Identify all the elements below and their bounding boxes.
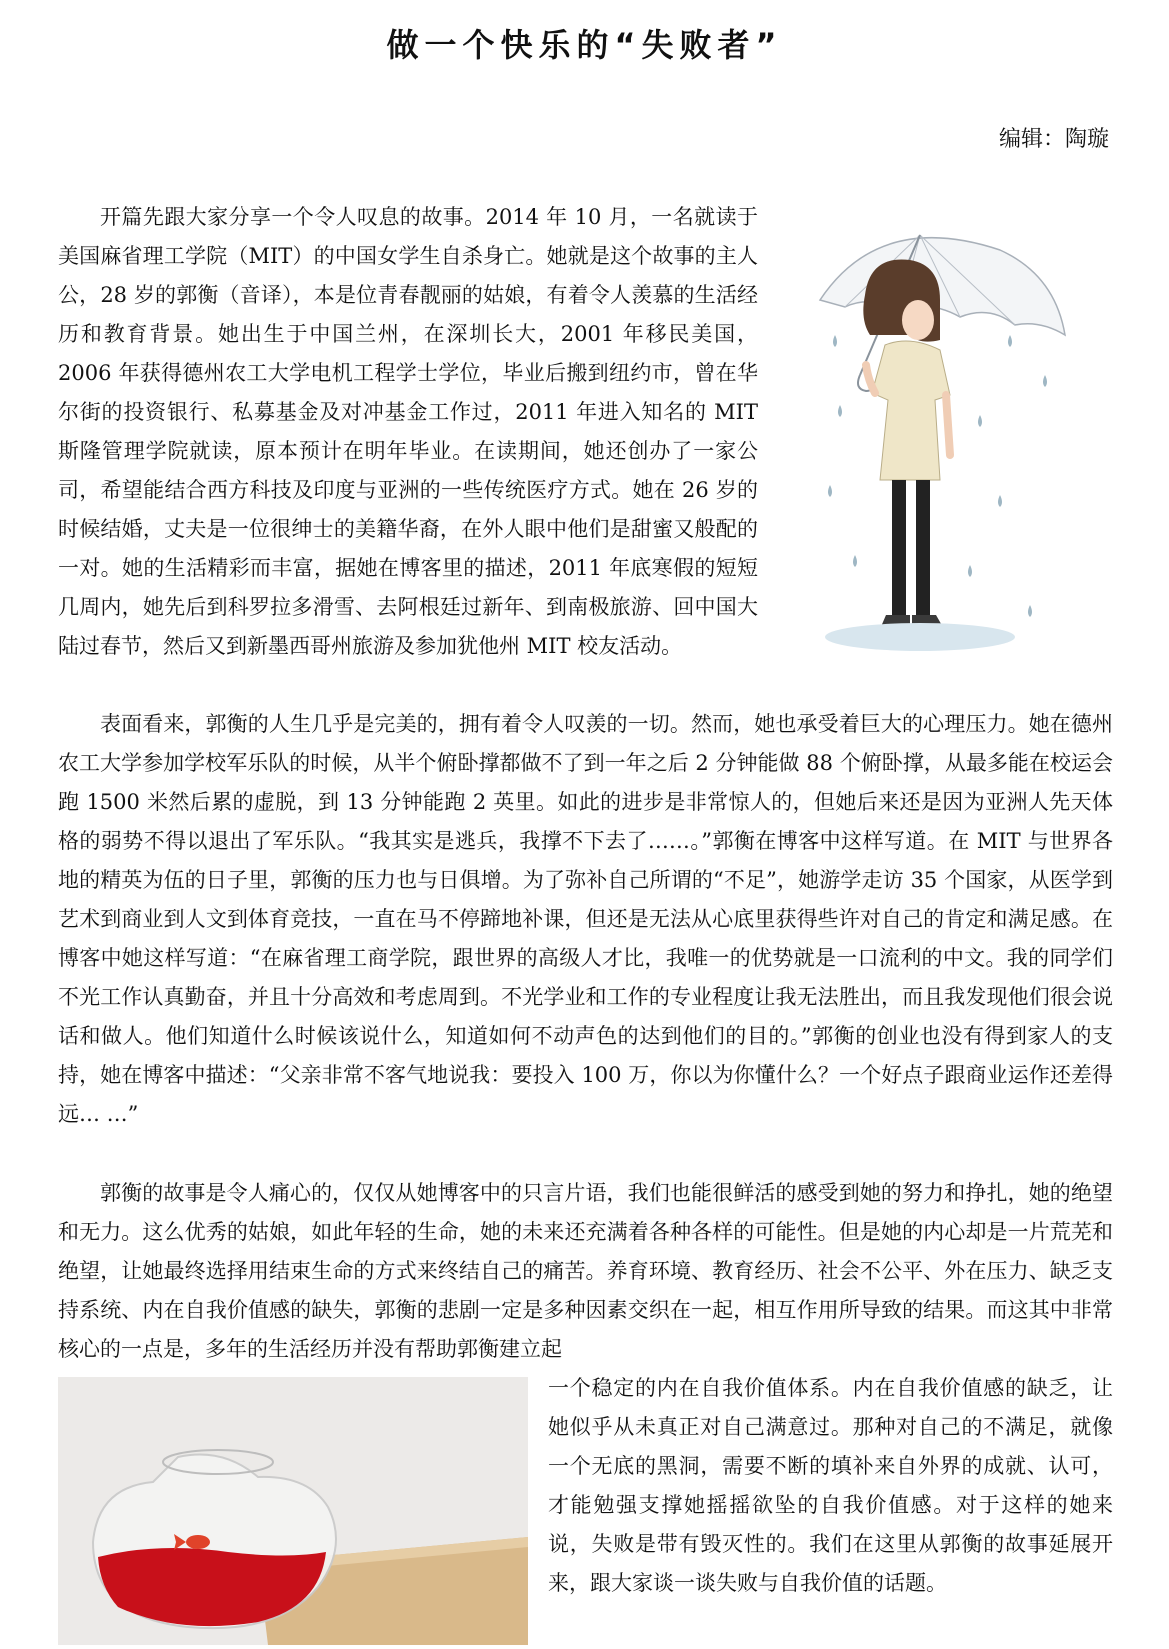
article-paragraph-2 [58, 705, 1113, 1134]
puddle [825, 623, 1015, 651]
girl-dress [872, 341, 950, 480]
girl-with-umbrella-illustration [800, 225, 1100, 685]
article-paragraph-1 [58, 198, 758, 666]
paragraph-text: 表面看来，郭衡的人生几乎是完美的，拥有着令人叹羡的一切。然而，她也承受着巨大的心理压力。她在德州农工大学参加学校军乐队的时候，从半个俯卧撑都做不了到一年之后 2 分钟能做 88 个俯卧撑，从最多能在校运会跑 1500 米然后累的虚脱，到 13 分钟能跑 2 英里。如此的进步是非常惊人的，但她后来还是因为亚洲人先天体格的弱势不得以退出了军乐队。“我其实是逃兵，我撑不下去了……。”郭衡在博客中这样写道。在 MIT 与世界各地的精英为伍的日子里，郭衡的压力也与日俱增。为了弥补自己所谓的“不足”，她游学走访 35 个国家，从医学到艺术到商业到人文到体育竞技，一直在马不停蹄地补课，但还是无法从心底里获得些许对自己的肯定和满足感。在博客中她这样写道：“在麻省理工商学院，跟世界的高级人才比，我唯一的优势就是一口流利的中文。我的同学们不光工作认真勤奋，并且十分高效和考虑周到。不光学业和工作的专业程度让我无法胜出，而且我发现他们很会说话和做人。他们知道什么时候该说什么，知道如何不动声色的达到他们的目的。”郭衡的创业也没有得到家人的支持，她在博客中描述：“父亲非常不客气地说我：要投入 100 万，你以为你懂什么？一个好点子跟商业运作还差得远… …” [58, 712, 1113, 1126]
fishbowl-photo [58, 1377, 528, 1645]
editor-credit: 编辑：陶璇 [998, 127, 1109, 152]
page-title: 做一个快乐的“失败者” [386, 26, 783, 64]
article-paragraph-3-continued [548, 1369, 1113, 1603]
article-paragraph-3 [58, 1174, 1113, 1369]
paragraph-text: 开篇先跟大家分享一个令人叹息的故事。2014 年 10 月，一名就读于美国麻省理工学院（MIT）的中国女学生自杀身亡。她就是这个故事的主人公，28 岁的郭衡（音译），本是位青春靓丽的姑娘，有着令人羡慕的生活经历和教育背景。她出生于中国兰州，在深圳长大，2001 年移民美国，2006 年获得德州农工大学电机工程学士学位，毕业后搬到纽约市，曾在华尔街的投资银行、私募基金及对冲基金工作过，2011 年进入知名的 MIT 斯隆管理学院就读，原本预计在明年毕业。在读期间，她还创办了一家公司，希望能结合西方科技及印度与亚洲的一些传统医疗方式。她在 26 岁的时候结婚，丈夫是一位很绅士的美籍华裔，在外人眼中他们是甜蜜又般配的一对。她的生活精彩而丰富，据她在博客里的描述，2011 年底寒假的短短几周内，她先后到科罗拉多滑雪、去阿根廷过新年、到南极旅游、回中国大陆过春节，然后又到新墨西哥州旅游及参加犹他州 MIT 校友活动。 [58, 205, 758, 658]
paragraph-text: 郭衡的故事是令人痛心的，仅仅从她博客中的只言片语，我们也能很鲜活的感受到她的努力和挣扎，她的绝望和无力。这么优秀的姑娘，如此年轻的生命，她的未来还充满着各种各样的可能性。但是她的内心却是一片荒芜和绝望，让她最终选择用结束生命的方式来终结自己的痛苦。养育环境、教育经历、社会不公平、外在压力、缺乏支持系统、内在自我价值感的缺失，郭衡的悲剧一定是多种因素交织在一起，相互作用所导致的结果。而这其中非常核心的一点是，多年的生活经历并没有帮助郭衡建立起 [58, 1181, 1113, 1361]
paragraph-text: 一个稳定的内在自我价值体系。内在自我价值感的缺乏，让她似乎从未真正对自己满意过。那种对自己的不满足，就像一个无底的黑洞，需要不断的填补来自外界的成就、认可，才能勉强支撑她摇摇欲坠的自我价值感。对于这样的她来说，失败是带有毁灭性的。我们在这里从郭衡的故事延展开来，跟大家谈一谈失败与自我价值的话题。 [548, 1376, 1113, 1595]
umbrella-canopy [820, 238, 1065, 335]
